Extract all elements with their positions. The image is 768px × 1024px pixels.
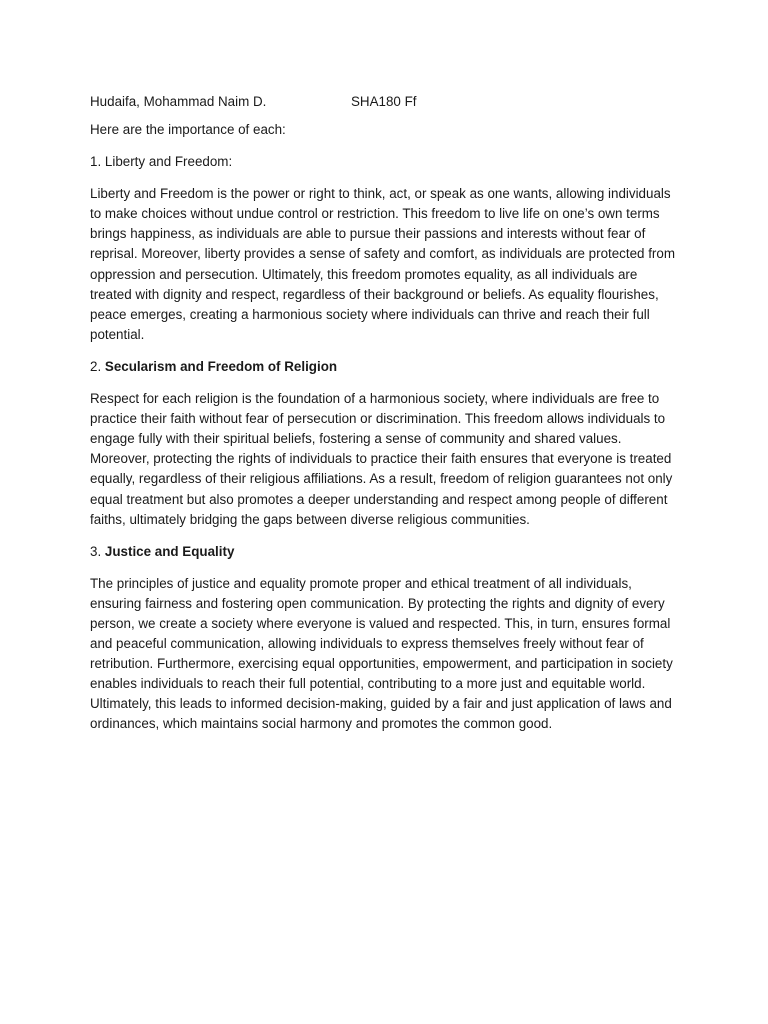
section-heading-2 [90, 357, 680, 377]
section-number: 1. [90, 154, 102, 170]
author-name: Hudaifa, Mohammad Naim D. [90, 94, 267, 109]
section-paragraph-2: Respect for each religion is the foundation of a harmonious society, where individuals are free to practice their faith without fear of persecution or discrimination. This freedom allows individuals to engage fully with their spiritual beliefs, fostering a sense of community and shared values. Moreover, protecting the rights of individuals to practice their faith ensures that everyone is treated equally, regardless of their religious affiliations. As a result, freedom of religion guarantees not only equal treatment but also promotes a deeper understanding and respect among people of different faiths, ultimately bridging the gaps between diverse religious communities. [90, 391, 673, 527]
section-title: Justice and Equality [104, 543, 235, 559]
section-number: 3. [90, 543, 102, 559]
section-heading-3 [90, 542, 680, 562]
document-body [90, 92, 680, 747]
section-heading-1 [90, 152, 680, 172]
section-title: Secularism and Freedom of Religion [104, 358, 338, 374]
section-paragraph-1: Liberty and Freedom is the power or right to think, act, or speak as one wants, allowing individuals to make choices without undue control or restriction. This freedom to live life on one’s own terms brings happiness, as individuals are able to pursue their passions and interests without fear of reprisal. Moreover, liberty provides a sense of safety and comfort, as individuals are protected from oppression and persecution. Ultimately, this freedom promotes equality, as all individuals are treated with dignity and respect, regardless of their background or beliefs. As equality flourishes, peace emerges, creating a harmonious society where individuals can thrive and reach their full potential. [90, 186, 675, 342]
course-code: SHA180 Ff [351, 94, 417, 109]
section-number: 2. [90, 358, 102, 374]
section-paragraph-3: The principles of justice and equality promote proper and ethical treatment of all individuals, ensuring fairness and fostering open communication. By protecting the rights and dignity of every person, we create a society where everyone is valued and respected. This, in turn, ensures formal and peaceful communication, allowing individuals to express themselves freely without fear of retribution. Furthermore, exercising equal opportunities, empowerment, and participation in society enables individuals to reach their full potential, contributing to a more just and equitable world. Ultimately, this leads to informed decision-making, guided by a fair and just application of laws and ordinances, which maintains social harmony and promotes the common good. [90, 575, 673, 732]
section-title: Liberty and Freedom: [104, 154, 233, 170]
document-header [90, 92, 680, 112]
intro-text: Here are the importance of each: [90, 122, 286, 137]
